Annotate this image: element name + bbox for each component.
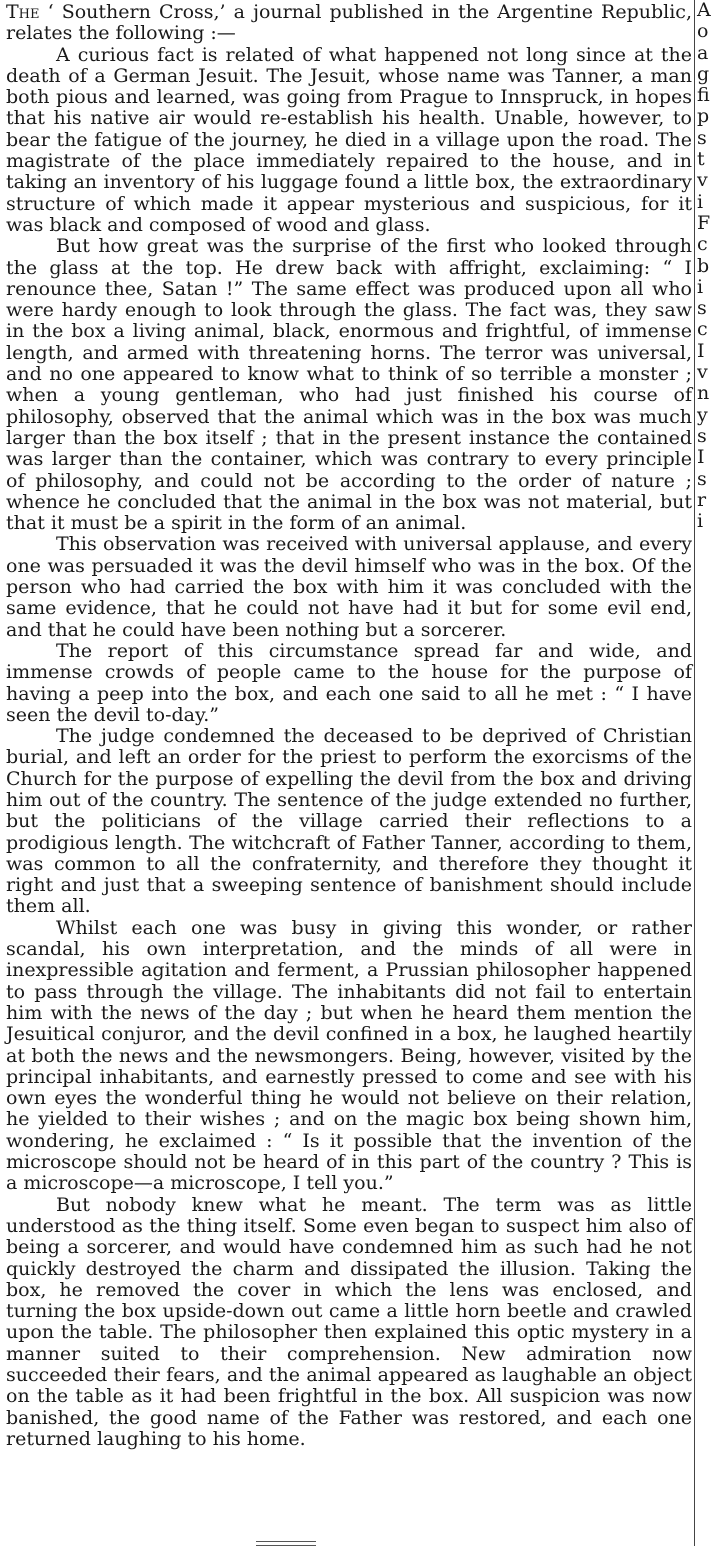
- article-paragraph: A curious fact is related of what happened not long since at the death of a German Jesuit. The Jesuit, whose name was Tanner, a man both pious and learned, was going from Prague to Innspruck, in hopes that his native air would re-establish his health. Unable, however, to bear the fatigue of the journey, he died in a village upon the road. The magistrate of the place immediately repaired to the house, and in taking an inventory of his luggage found a little box, the extraordinary structure of which made it appear mysterious and suspicious, for it was black and composed of wood and glass.: [6, 43, 692, 236]
- article-column: [6, 2, 692, 1450]
- lead-smallcaps: The: [6, 1, 40, 23]
- fragment-line: g: [697, 62, 710, 85]
- article-paragraph: Whilst each one was busy in giving this wonder, or rather scandal, his own interpretation, and the minds of all were in inexpressible agitation and ferment, a Prussian philosopher happened to pass through the village. The inhabitants did not fail to entertain him with the news of the day ; but when he heard them mention the Jesuitical conjuror, and the devil confined in a box, he laughed heartily at both the news and the newsmongers. Being, however, visited by the principal inhabitants, and earnestly pressed to come and see with his own eyes the wonderful thing he would not believe on their relation, he yielded to their wishes ; and on the magic box being shown him, wondering, he exclaimed : “ Is it possible that the invention of the microscope should not be heard of in this part of the country ? This is a microscope—a microscope, I tell you.”: [6, 916, 692, 1195]
- fragment-line: b: [697, 254, 710, 277]
- fragment-line: p: [697, 105, 710, 128]
- lead-text: ‘ Southern Cross,’ a journal published in the Argentine Republic, relates the following :—: [6, 1, 692, 45]
- fragment-line: t: [697, 148, 705, 171]
- fragment-line: y: [697, 403, 708, 426]
- fragment-line: a: [697, 41, 709, 64]
- fragment-line: I: [697, 339, 705, 362]
- fragment-line: c: [697, 318, 708, 341]
- article-paragraph: The report of this circumstance spread far and wide, and immense crowds of people came to the house for the purpose of having a peep into the box, and each one said to all he met : “ I have seen the devil to-day.”: [6, 639, 692, 726]
- fragment-line: s: [697, 297, 707, 320]
- fragment-line: s: [697, 126, 707, 149]
- fragment-line: i: [697, 510, 704, 533]
- adjacent-column-fragment: [697, 0, 711, 1546]
- fragment-line: v: [697, 361, 708, 384]
- fragment-line: A: [697, 0, 711, 21]
- fragment-line: i: [697, 190, 704, 213]
- fragment-line: I: [697, 446, 705, 469]
- fragment-line: n: [697, 382, 710, 405]
- article-intro: [6, 2, 692, 45]
- fragment-line: F: [697, 211, 711, 234]
- fragment-line: r: [697, 488, 707, 511]
- fragment-line: s: [697, 424, 707, 447]
- fragment-line: o: [697, 20, 709, 43]
- article-end-rule: [256, 1541, 316, 1546]
- fragment-line: v: [697, 169, 708, 192]
- fragment-line: fi: [697, 84, 710, 107]
- fragment-line: c: [697, 233, 708, 256]
- article-paragraph: But nobody knew what he meant. The term was as little understood as the thing itself. Some even began to suspect him also of being a sorcerer, and would have condemned him as such had he not quickly destroyed the charm and dissipated the illusion. Taking the box, he removed the cover in which the lens was enclosed, and turning the box upside-down out came a little horn beetle and crawled upon the table. The philosopher then explained this optic mystery in a manner suited to their comprehension. New admiration now succeeded their fears, and the animal appeared as laughable an object on the table as it had been frightful in the box. All suspicion was now banished, the good name of the Father was restored, and each one returned laughing to his home.: [6, 1193, 692, 1450]
- column-divider: [694, 0, 695, 1546]
- fragment-line: s: [697, 467, 707, 490]
- fragment-line: i: [697, 275, 704, 298]
- article-paragraph: This observation was received with universal applause, and every one was persuaded it was the devil himself who was in the box. Of the person who had carried the box with him it was concluded with the same evidence, that he could not have had it but for some evil end, and that he could have been nothing but a sorcerer.: [6, 533, 692, 641]
- article-paragraph: The judge condemned the deceased to be deprived of Christian burial, and left an order for the priest to perform the exorcisms of the Church for the purpose of expelling the devil from the box and driving him out of the country. The sentence of the judge extended no further, but the politicians of the village carried their reflections to a prodigious length. The witchcraft of Father Tanner, according to them, was common to all the confraternity, and therefore they thought it right and just that a sweeping sentence of banishment should include them all.: [6, 725, 692, 918]
- article-paragraph: But how great was the surprise of the first who looked through the glass at the top. He drew back with affright, exclaiming: “ I renounce thee, Satan !” The same effect was produced upon all who were hardy enough to look through the glass. The fact was, they saw in the box a living animal, black, enormous and frightful, of immense length, and armed with threatening horns. The terror was universal, and no one appeared to know what to think of so terrible a monster ; when a young gentleman, who had just finished his course of philosophy, observed that the animal which was in the box was much larger than the box itself ; that in the present instance the contained was larger than the container, which was contrary to every principle of philosophy, and could not be according to the order of nature ; whence he concluded that the animal in the box was not material, but that it must be a spirit in the form of an animal.: [6, 235, 692, 535]
